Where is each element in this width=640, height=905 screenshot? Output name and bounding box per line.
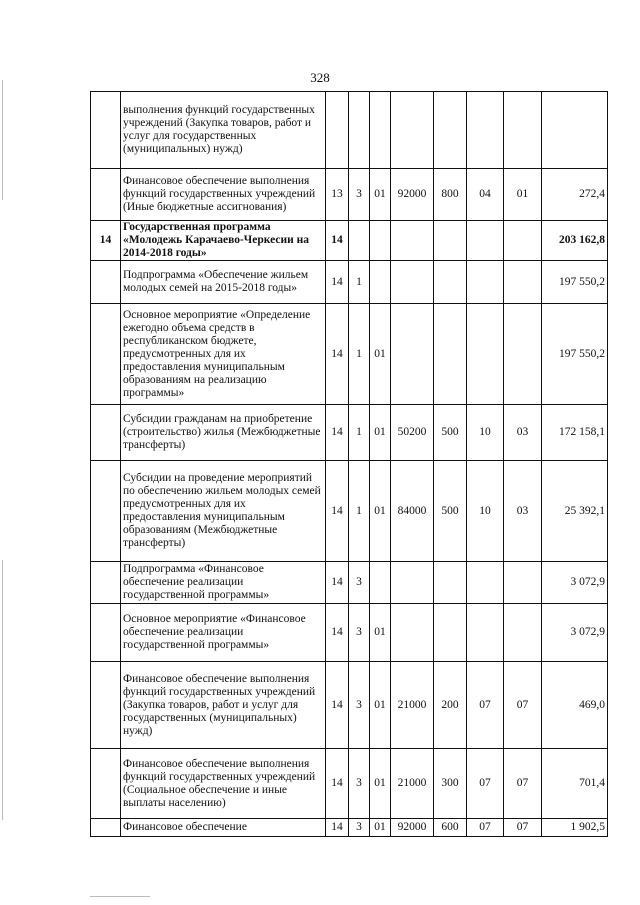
amount-cell: 203 162,8 (542, 221, 608, 261)
table-body (91, 92, 608, 837)
row-number-cell (91, 662, 121, 749)
code-cell-c1: 14 (326, 405, 349, 461)
code-cell-c1 (326, 92, 349, 169)
row-number-cell (91, 749, 121, 819)
code-cell-c4 (391, 562, 434, 604)
row-number-cell (91, 604, 121, 662)
code-cell-c4 (391, 604, 434, 662)
code-cell-c1: 14 (326, 261, 349, 304)
code-cell-c1: 14 (326, 662, 349, 749)
code-cell-c4 (391, 261, 434, 304)
code-cell-c3: 01 (370, 169, 391, 221)
code-cell-c6 (467, 221, 504, 261)
code-cell-c1: 14 (326, 604, 349, 662)
scan-bottom-mark (90, 896, 150, 897)
table-row (91, 662, 608, 749)
scan-edge-mark (2, 80, 3, 200)
description-cell: Основное мероприятие «Финансовое обеспечение реализации государственной программы» (121, 604, 326, 662)
code-cell-c7 (504, 261, 542, 304)
description-cell: Государственная программа «Молодежь Карачаево-Черкесии на 2014-2018 годы» (121, 221, 326, 261)
table-row (91, 261, 608, 304)
code-cell-c7: 07 (504, 662, 542, 749)
code-cell-c5 (434, 562, 467, 604)
description-cell: Подпрограмма «Финансовое обеспечение реализации государственной программы» (121, 562, 326, 604)
description-cell: Подпрограмма «Обеспечение жильем молодых семей на 2015-2018 годы» (121, 261, 326, 304)
amount-cell (542, 92, 608, 169)
code-cell-c5 (434, 92, 467, 169)
row-number-cell (91, 819, 121, 837)
scan-edge-mark (2, 560, 3, 820)
code-cell-c7 (504, 562, 542, 604)
table-row (91, 169, 608, 221)
code-cell-c4 (391, 304, 434, 405)
amount-cell: 25 392,1 (542, 461, 608, 562)
code-cell-c5: 200 (434, 662, 467, 749)
code-cell-c2: 1 (349, 261, 370, 304)
code-cell-c1: 14 (326, 562, 349, 604)
code-cell-c1: 14 (326, 304, 349, 405)
description-cell: Финансовое обеспечение (121, 819, 326, 837)
amount-cell: 197 550,2 (542, 261, 608, 304)
code-cell-c4: 50200 (391, 405, 434, 461)
code-cell-c7: 07 (504, 819, 542, 837)
code-cell-c4 (391, 92, 434, 169)
code-cell-c7: 03 (504, 405, 542, 461)
description-cell: Финансовое обеспечение выполнения функций государственных учреждений (Социальное обеспечение и иные выплаты населению) (121, 749, 326, 819)
code-cell-c5: 300 (434, 749, 467, 819)
code-cell-c1: 14 (326, 221, 349, 261)
code-cell-c5: 500 (434, 405, 467, 461)
code-cell-c2: 3 (349, 562, 370, 604)
amount-cell: 1 902,5 (542, 819, 608, 837)
code-cell-c6: 07 (467, 819, 504, 837)
code-cell-c7 (504, 604, 542, 662)
code-cell-c6 (467, 562, 504, 604)
table-row (91, 461, 608, 562)
description-cell: Субсидии гражданам на приобретение (строительство) жилья (Межбюджетные трансферты) (121, 405, 326, 461)
code-cell-c6: 07 (467, 749, 504, 819)
code-cell-c6: 07 (467, 662, 504, 749)
amount-cell: 197 550,2 (542, 304, 608, 405)
code-cell-c2 (349, 221, 370, 261)
code-cell-c3: 01 (370, 461, 391, 562)
code-cell-c2 (349, 92, 370, 169)
code-cell-c7 (504, 221, 542, 261)
code-cell-c4: 21000 (391, 749, 434, 819)
description-cell: Финансовое обеспечение выполнения функций государственных учреждений (Закупка товаров, работ и услуг для государственных (муниципальных) нужд) (121, 662, 326, 749)
code-cell-c5 (434, 304, 467, 405)
page-number: 328 (310, 70, 330, 85)
row-number-cell (91, 169, 121, 221)
code-cell-c7: 03 (504, 461, 542, 562)
code-cell-c2: 1 (349, 405, 370, 461)
code-cell-c5: 800 (434, 169, 467, 221)
code-cell-c3: 01 (370, 604, 391, 662)
code-cell-c3: 01 (370, 405, 391, 461)
row-number-cell (91, 261, 121, 304)
row-number-cell (91, 405, 121, 461)
code-cell-c6 (467, 261, 504, 304)
code-cell-c3 (370, 92, 391, 169)
amount-cell: 701,4 (542, 749, 608, 819)
code-cell-c2: 3 (349, 169, 370, 221)
amount-cell: 272,4 (542, 169, 608, 221)
code-cell-c3 (370, 221, 391, 261)
code-cell-c1: 14 (326, 461, 349, 562)
code-cell-c4: 92000 (391, 819, 434, 837)
code-cell-c1: 13 (326, 169, 349, 221)
description-cell: выполнения функций государственных учреждений (Закупка товаров, работ и услуг для государственных (муниципальных) нужд) (121, 92, 326, 169)
table-row (91, 819, 608, 837)
code-cell-c1: 14 (326, 819, 349, 837)
code-cell-c1: 14 (326, 749, 349, 819)
code-cell-c6 (467, 92, 504, 169)
table-row (91, 92, 608, 169)
table-row (91, 749, 608, 819)
code-cell-c5: 500 (434, 461, 467, 562)
table-row (91, 604, 608, 662)
code-cell-c7: 01 (504, 169, 542, 221)
code-cell-c2: 3 (349, 749, 370, 819)
code-cell-c6: 04 (467, 169, 504, 221)
code-cell-c4: 84000 (391, 461, 434, 562)
code-cell-c6 (467, 604, 504, 662)
code-cell-c3: 01 (370, 304, 391, 405)
code-cell-c3 (370, 261, 391, 304)
code-cell-c3: 01 (370, 749, 391, 819)
code-cell-c7 (504, 92, 542, 169)
budget-table (90, 91, 608, 837)
code-cell-c2: 1 (349, 304, 370, 405)
table-row (91, 405, 608, 461)
code-cell-c4: 92000 (391, 169, 434, 221)
amount-cell: 469,0 (542, 662, 608, 749)
code-cell-c7 (504, 304, 542, 405)
table-row (91, 221, 608, 261)
code-cell-c2: 3 (349, 819, 370, 837)
code-cell-c6: 10 (467, 405, 504, 461)
description-cell: Основное мероприятие «Определение ежегодно объема средств в республиканском бюджете, предусмотренных для их предоставления муниципальным образованиям на реализацию программы» (121, 304, 326, 405)
amount-cell: 172 158,1 (542, 405, 608, 461)
code-cell-c5 (434, 261, 467, 304)
amount-cell: 3 072,9 (542, 604, 608, 662)
code-cell-c4 (391, 221, 434, 261)
row-number-cell (91, 92, 121, 169)
row-number-cell (91, 461, 121, 562)
code-cell-c3: 01 (370, 662, 391, 749)
row-number-cell (91, 304, 121, 405)
code-cell-c6: 10 (467, 461, 504, 562)
description-cell: Финансовое обеспечение выполнения функций государственных учреждений (Иные бюджетные ассигнования) (121, 169, 326, 221)
code-cell-c7: 07 (504, 749, 542, 819)
code-cell-c5 (434, 604, 467, 662)
code-cell-c2: 3 (349, 604, 370, 662)
code-cell-c2: 3 (349, 662, 370, 749)
code-cell-c5 (434, 221, 467, 261)
code-cell-c2: 1 (349, 461, 370, 562)
table-row (91, 562, 608, 604)
code-cell-c4: 21000 (391, 662, 434, 749)
description-cell: Субсидии на проведение мероприятий по обеспечению жильем молодых семей предусмотренных для их предоставления муниципальным образованиям (Межбюджетные трансферты) (121, 461, 326, 562)
row-number-cell: 14 (91, 221, 121, 261)
code-cell-c5: 600 (434, 819, 467, 837)
code-cell-c3 (370, 562, 391, 604)
table-row (91, 304, 608, 405)
code-cell-c3: 01 (370, 819, 391, 837)
amount-cell: 3 072,9 (542, 562, 608, 604)
code-cell-c6 (467, 304, 504, 405)
row-number-cell (91, 562, 121, 604)
